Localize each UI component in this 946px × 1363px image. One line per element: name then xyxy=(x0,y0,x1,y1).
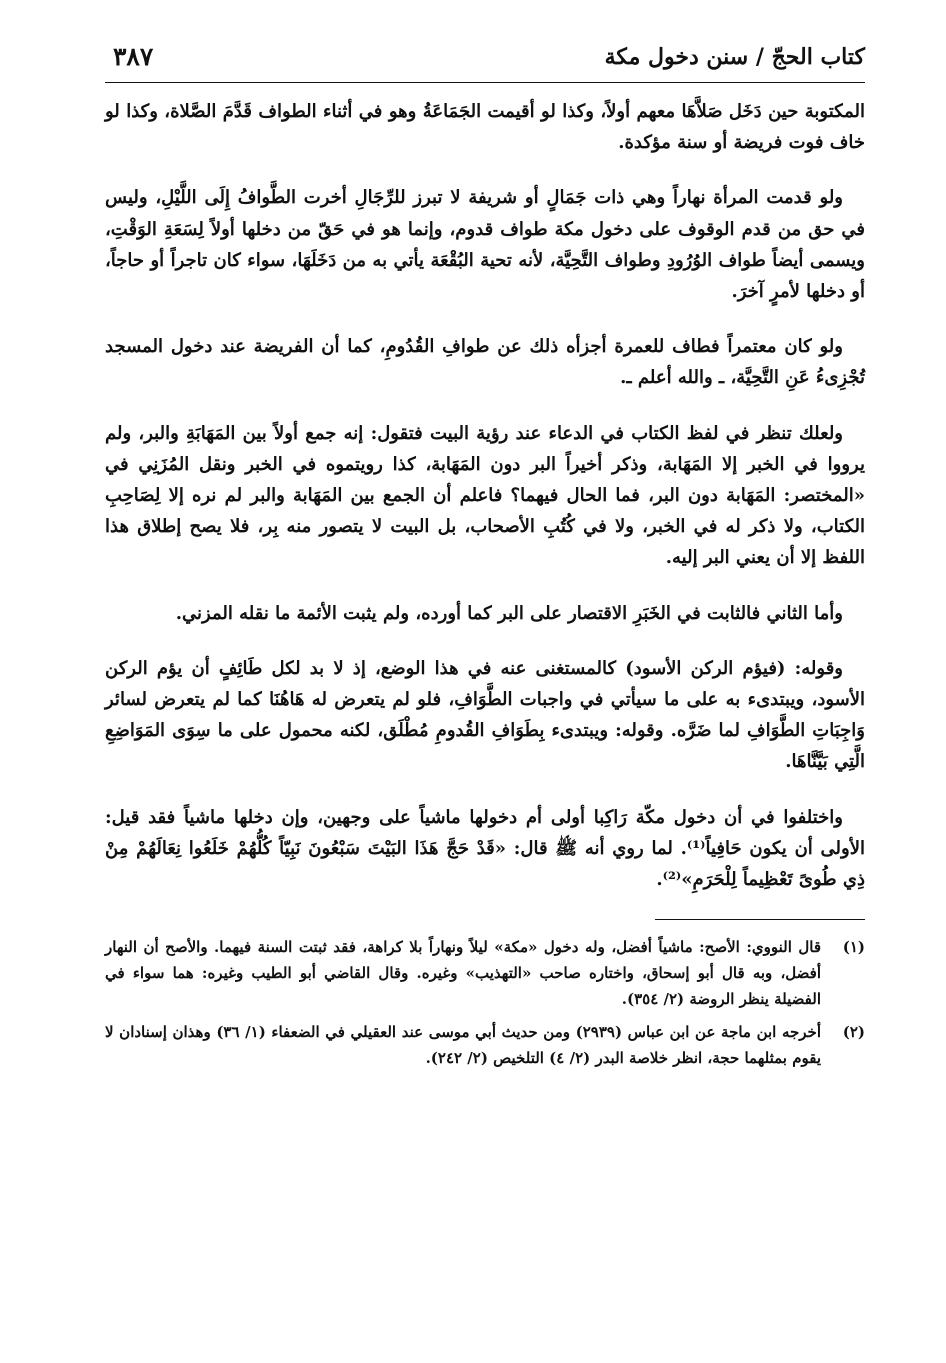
footnote-divider xyxy=(655,919,865,920)
running-header xyxy=(105,40,865,83)
footnote-number: (٢) xyxy=(842,1023,865,1042)
paragraph: ولعلك تنظر في لفظ الكتاب في الدعاء عند رؤية البيت فتقول: إنه جمع أولاً بين المَهَابَةِ والبر، ولم يرووا في الخبر إلا المَهَابة، وذكر أخيراً البر دون المَهَابة، كذا رويتموه في الخبر ونقل المُزَنِي في «المختصر: المَهَابة دون البر، فما الحال فيهما؟ فاعلم أن الجمع بين المَهَابة والبر لم نره إلا لِصَاحِبِ الكتاب، ولا ذكر له في الخبر، ولا في كُتُبِ الأصحاب، بل البيت لا يتصور منه بِر، فلا يصح إطلاق هذا اللفظ إلا أن يعني البر إليه. xyxy=(105,422,865,569)
footnote-text: أخرجه ابن ماجة عن ابن عباس (٢٩٣٩) ومن حديث أبي موسى عند العقيلي في الضعفاء (١/ ٣٦) وهذان إسنادان لا يقوم بمثلهما حجة، انظر خلاصة البدر (٢/ ٤) التلخيص (٢/ ٢٤٢). xyxy=(105,1023,821,1068)
paragraph: واختلفوا في أن دخول مكّة رَاكِبا أولى أم دخولها ماشياً على وجهين، وإن دخلها ماشياً فقد قيل: الأولى أن يكون حَافِياً⁽¹⁾. لما روي أنه ﷺ قال: «قَدْ حَجَّ هَذَا البَيْتَ سَبْعُونَ نَبِيّاً كُلُّهُمْ خَلَعُوا نِعَالَهُمْ مِنْ ذِي طُوىً تَعْظِيماً لِلْحَرَمِ»⁽²⁾. xyxy=(105,806,865,891)
paragraph: المكتوبة حين دَخَل صَلاَّهَا معهم أولاً، وكذا لو أقيمت الجَمَاعَةُ وهو في أثناء الطواف قَدَّمَ الصَّلاة، وكذا لو خاف فوت فريضة أو سنة مؤكدة. xyxy=(105,101,865,154)
footnote-text: قال النووي: الأصح: ماشياً أفضل، وله دخول «مكة» ليلاً ونهاراً بلا كراهة، فقد ثبتت السنة فيهما. والأصح أن النهار أفضل، وبه قال أبو إسحاق، واختاره صاحب «التهذيب» وغيره. وقال القاضي أبو الطيب وغيره: هما سواء في الفضيلة ينظر الروضة (٢/ ٣٥٤). xyxy=(105,938,821,1009)
paragraph: ولو قدمت المرأة نهاراً وهي ذات جَمَالٍ أو شريفة لا تبرز للرِّجَالِ أخرت الطَّوافُ إِلَى اللَّيْلِ، وليس في حق من قدم الوقوف على دخول مكة طواف قدوم، وإنما هو في حَقّ من دخلها أولاً لِسَعَةِ الوَقْتِ، ويسمى أيضاً طواف الوُرُودِ وطواف التَّحِيَّة، لأنه تحية البُقْعَة يأتي به من دَخَلَهَا، سواء كان تاجراً أو حاجاً، أو دخلها لأمرٍ آخرَ. xyxy=(105,187,865,303)
paragraph: وأما الثاني فالثابت في الخَبَرِ الاقتصار على البر كما أورده، ولم يثبت الأئمة ما نقله المزني. xyxy=(175,602,843,624)
footnote-number: (١) xyxy=(842,938,865,957)
page-number: ٣٨٧ xyxy=(113,42,154,71)
book-page xyxy=(105,40,865,1078)
footnote xyxy=(105,1019,865,1071)
footnote xyxy=(105,934,865,1012)
header-title: كتاب الحجّ / سنن دخول مكة xyxy=(604,44,865,70)
paragraph: ولو كان معتمراً فطاف للعمرة أجزأه ذلك عن طوافِ القُدُومِ، كما أن الفريضة عند دخول المسجد تُجْزِىءُ عَنِ التَّحِيَّة، ـ والله أعلم ـ. xyxy=(105,336,865,389)
footnotes xyxy=(105,934,865,1071)
paragraph: وقوله: (فيؤم الركن الأسود) كالمستغنى عنه في هذا الوضع، إذ لا بد لكل طَائِفٍ أن يؤم الركن الأسود، ويبتدىء به على ما سيأتي في واجبات الطَّوَافِ، فلو لم يتعرض له هَاهُنَا كما لم يتعرض لسائر وَاجِبَاتِ الطَّوَافِ لما ضَرَّه. وقوله: ويبتدىء بِطَوَافِ القُدومِ مُطْلَق، لكنه محمول على ما سِوَى المَوَاضِعِ الَّتِي بَيَّنَّاهَا. xyxy=(105,657,865,773)
main-text xyxy=(105,96,865,895)
